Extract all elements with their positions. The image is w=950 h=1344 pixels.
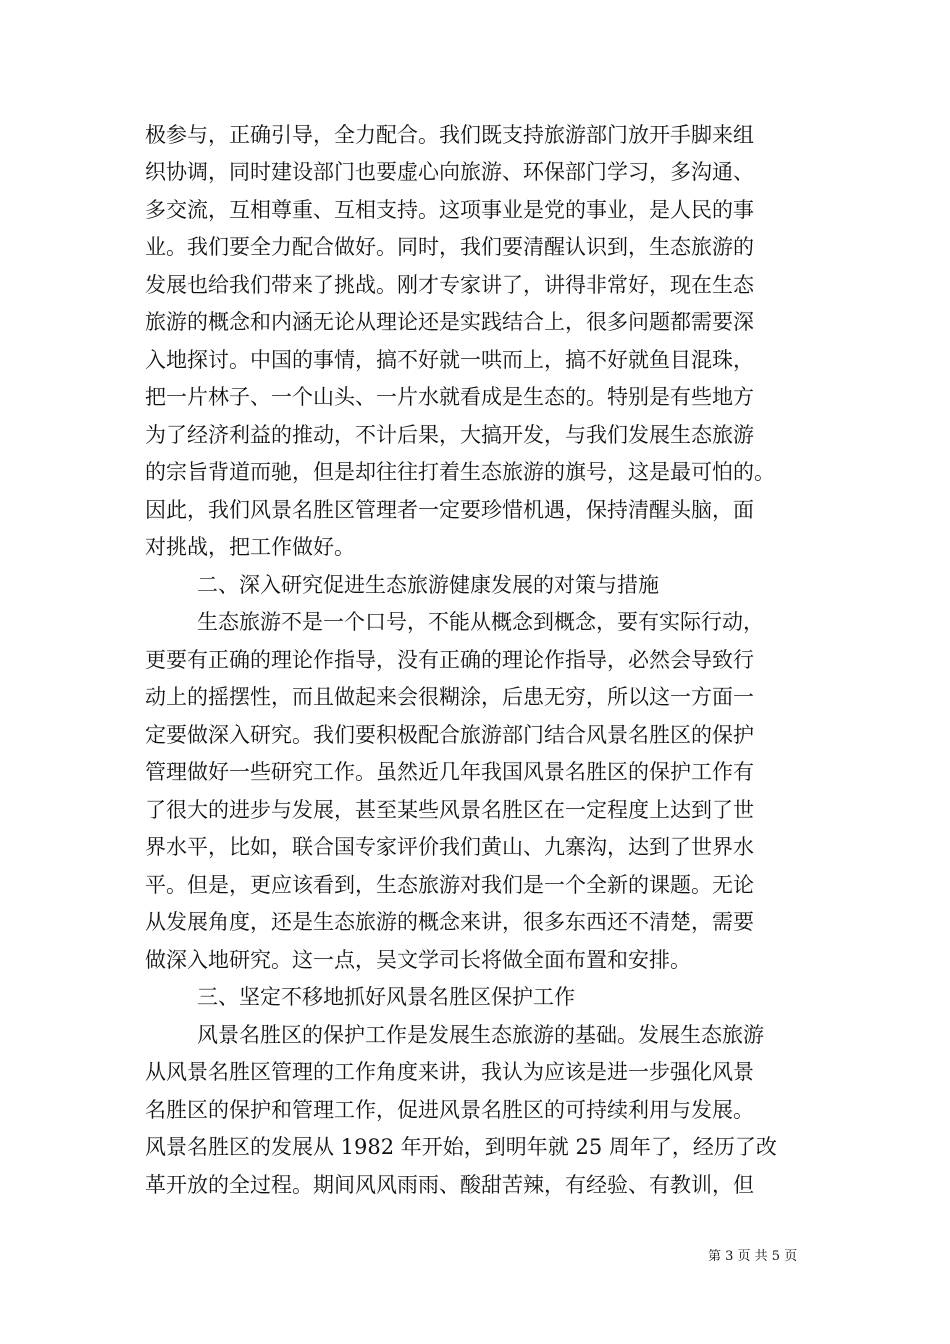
section-heading: 三、坚定不移地抓好风景名胜区保护工作	[197, 985, 575, 1009]
paragraph-line: 名胜区的保护和管理工作，促进风景名胜区的可持续利用与发展。	[145, 1098, 754, 1122]
paragraph-line: 织协调，同时建设部门也要虚心向旅游、环保部门学习，多沟通、	[145, 160, 754, 184]
paragraph-line: 为了经济利益的推动，不计后果，大搞开发，与我们发展生态旅游	[145, 423, 754, 447]
paragraph-line: 入地探讨。中国的事情，搞不好就一哄而上，搞不好就鱼目混珠，	[145, 348, 754, 372]
paragraph-line: 因此，我们风景名胜区管理者一定要珍惜机遇，保持清醒头脑，面	[145, 498, 754, 522]
paragraph-line: 旅游的概念和内涵无论从理论还是实践结合上，很多问题都需要深	[145, 310, 754, 334]
paragraph-line: 从发展角度，还是生态旅游的概念来讲，很多东西还不清楚，需要	[145, 910, 754, 934]
page-indicator: 第 3 页 共 5 页	[708, 1249, 798, 1264]
paragraph-line: 风景名胜区的保护工作是发展生态旅游的基础。发展生态旅游	[197, 1023, 764, 1047]
paragraph-line: 动上的摇摆性，而且做起来会很糊涂，后患无穷，所以这一方面一	[145, 685, 754, 709]
paragraph-line: 极参与，正确引导，全力配合。我们既支持旅游部门放开手脚来组	[145, 123, 754, 147]
paragraph-line: 生态旅游不是一个口号，不能从概念到概念，要有实际行动，	[197, 610, 764, 634]
paragraph-line: 多交流，互相尊重、互相支持。这项事业是党的事业，是人民的事	[145, 198, 754, 222]
paragraph-line: 对挑战，把工作做好。	[145, 535, 355, 559]
paragraph-line: 平。但是，更应该看到，生态旅游对我们是一个全新的课题。无论	[145, 873, 754, 897]
paragraph-line: 更要有正确的理论作指导，没有正确的理论作指导，必然会导致行	[145, 648, 754, 672]
paragraph-line: 的宗旨背道而驰，但是却往往打着生态旅游的旗号，这是最可怕的。	[145, 460, 775, 484]
paragraph-line: 发展也给我们带来了挑战。刚才专家讲了，讲得非常好，现在生态	[145, 273, 754, 297]
paragraph-line: 做深入地研究。这一点，吴文学司长将做全面布置和安排。	[145, 948, 691, 972]
paragraph-line: 业。我们要全力配合做好。同时，我们要清醒认识到，生态旅游的	[145, 235, 754, 259]
paragraph-line: 从风景名胜区管理的工作角度来讲，我认为应该是进一步强化风景	[145, 1060, 754, 1084]
paragraph-line: 革开放的全过程。期间风风雨雨、酸甜苦辣，有经验、有教训，但	[145, 1173, 754, 1197]
paragraph-line: 把一片林子、一个山头、一片水就看成是生态的。特别是有些地方	[145, 385, 754, 409]
section-heading: 二、深入研究促进生态旅游健康发展的对策与措施	[197, 573, 659, 597]
paragraph-line: 管理做好一些研究工作。虽然近几年我国风景名胜区的保护工作有	[145, 760, 754, 784]
paragraph-line: 风景名胜区的发展从 1982 年开始，到明年就 25 周年了，经历了改	[145, 1135, 777, 1159]
paragraph-line: 了很大的进步与发展，甚至某些风景名胜区在一定程度上达到了世	[145, 798, 754, 822]
paragraph-line: 定要做深入研究。我们要积极配合旅游部门结合风景名胜区的保护	[145, 723, 754, 747]
paragraph-line: 界水平，比如，联合国专家评价我们黄山、九寨沟，达到了世界水	[145, 835, 754, 859]
